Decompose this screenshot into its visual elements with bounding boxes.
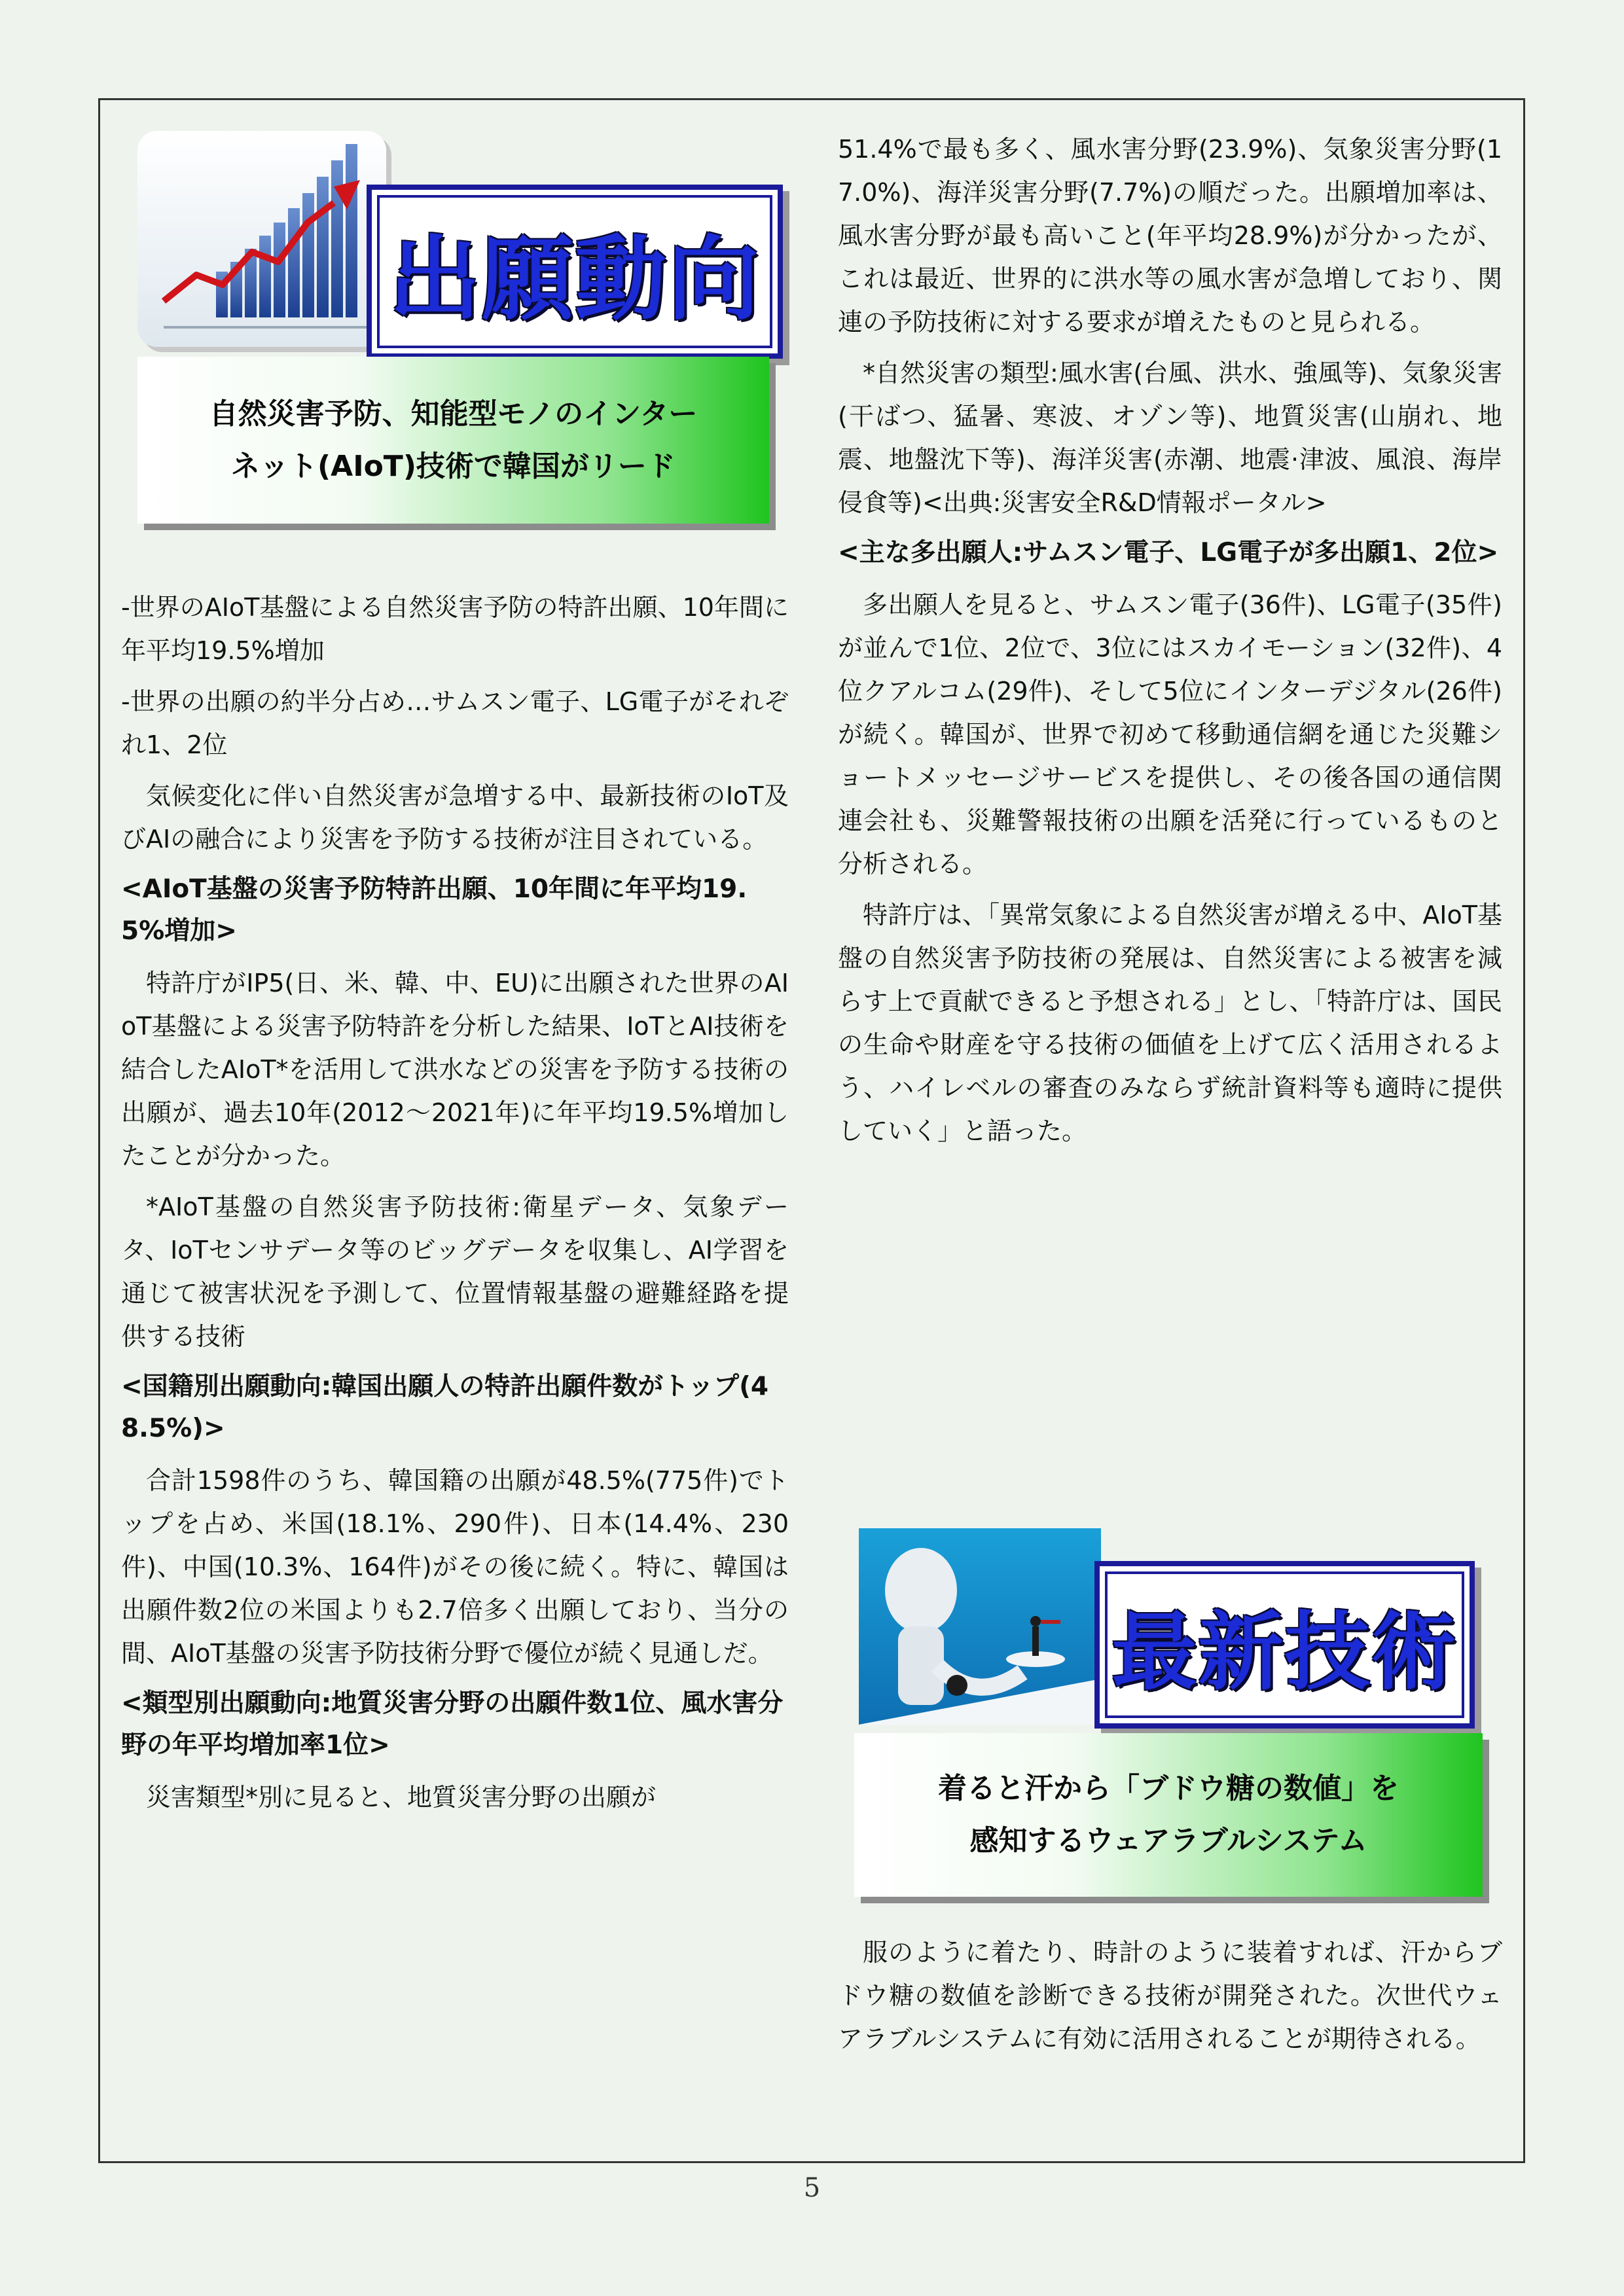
paragraph-top-applicants: 多出願人を見ると、サムスン電子(36件)、LG電子(35件)が並んで1位、2位で、3位にはスカイモーション(32件)、4位クアルコム(29件)、そして5位にインターデジタル(26件)が続く。韓国が、世界で初めて移動通信網を通じた災難ショートメッセージサービスを提供し、その後各国の通信関連会社も、災難警報技術の出願を活発に行っているものと分析される。 [838, 590, 1502, 878]
paragraph-kipo-statement: 特許庁は、「異常気象による自然災害が増える中、AIoT基盤の自然災害予防技術の発展は、自然災害による被害を減らす上で貢献できると予想される」とし、「特許庁は、国民の生命や財産を守る技術の価値を上げて広く活用されるよう、ハイレベルの審査のみならず統計資料等も適時に提供していく」と語った。 [838, 901, 1502, 1145]
headline-line-1: 自然災害予防、知能型モノのインター [209, 397, 698, 431]
page-number: 5 [803, 2173, 821, 2203]
headline-banner-2 [854, 1733, 1483, 1897]
section-title: 出願動向 [388, 226, 761, 333]
subheading-annual-growth: <AIoT基盤の災害予防特許出願、10年間に年平均19.5%増加> [121, 874, 748, 946]
headline-line-2: ネット(AIoT)技術で韓国がリード [231, 449, 676, 483]
paragraph-nationality: 合計1598件のうち、韓国籍の出願が48.5%(775件)でトップを占め、米国(18.1%、290件)、日本(14.4%、230件)、中国(10.3%、164件)がその後に続く。特に、韓国は出願件数2位の米国よりも2.7倍多く出願しており、当分の間、AIoT基盤の災害予防技術分野で優位が続く見通しだ。 [121, 1466, 789, 1668]
intro-paragraph: 気候変化に伴い自然災害が急増する中、最新技術のIoT及びAIの融合により災害を予防する技術が注目されている。 [121, 781, 789, 853]
subheading-top-applicants: <主な多出願人:サムスン電子、LG電子が多出願1、2位> [838, 538, 1499, 567]
robot-image [859, 1528, 1101, 1725]
right-column [838, 128, 1502, 1160]
growth-chart-image [137, 131, 386, 347]
paragraph-analysis: 特許庁がIP5(日、米、韓、中、EU)に出願された世界のAIoT基盤による災害予防特許を分析した結果、IoTとAI技術を結合したAIoT*を活用して洪水などの災害を予防する技術の出願が、過去10年(2012～2021年)に年平均19.5%増加したことが分かった。 [121, 969, 789, 1170]
right-column-bottom [838, 1931, 1502, 2068]
paragraph-by-type-cont: 51.4%で最も多く、風水害分野(23.9%)、気象災害分野(17.0%)、海洋災害分野(7.7%)の順だった。出願増加率は、風水害分野が最も高いこと(年平均28.9%)が分かったが、これは最近、世界的に洪水等の風水害が急増しており、関連の予防技術に対する要求が増えたものと見られる。 [838, 135, 1502, 336]
section-title-box-2 [1094, 1561, 1475, 1729]
paragraph-by-type-start: 災害類型*別に見ると、地質災害分野の出願が [146, 1783, 657, 1812]
left-column [121, 586, 789, 1827]
paragraph-wearable: 服のように着たり、時計のように装着すれば、汗からブドウ糖の数値を診断できる技術が開発された。次世代ウェアラブルシステムに有効に活用されることが期待される。 [838, 1938, 1502, 2053]
robot-hand-icon [859, 1528, 1101, 1725]
bar-chart-arrow-icon [137, 131, 386, 347]
headline-2-line-1: 着ると汗から「ブドウ糖の数値」を [938, 1772, 1399, 1805]
headline-2-line-2: 感知するウェアラブルシステム [969, 1824, 1367, 1857]
section-title-2: 最新技術 [1111, 1602, 1458, 1702]
summary-bullet-2: -世界の出願の約半分占め…サムスン電子、LG電子がそれぞれ1、2位 [121, 687, 789, 759]
footnote-disaster-types: *自然災害の類型:風水害(台風、洪水、強風等)、気象災害(干ばつ、猛暑、寒波、オゾン等)、地質災害(山崩れ、地震、地盤沈下等)、海洋災害(赤潮、地震·津波、風浪、海岸侵食等)<出典:災害安全R&D情報ポータル> [838, 359, 1502, 517]
summary-bullet-1: -世界のAIoT基盤による自然災害予防の特許出願、10年間に年平均19.5%増加 [121, 593, 789, 665]
section-title-box [367, 185, 783, 359]
subheading-by-type: <類型別出願動向:地質災害分野の出願件数1位、風水害分野の年平均増加率1位> [121, 1689, 784, 1760]
headline-banner [137, 357, 769, 524]
subheading-by-nationality: <国籍別出願動向:韓国出願人の特許出願件数がトップ(48.5%)> [121, 1372, 769, 1443]
footnote-aiot: *AIoT基盤の自然災害予防技術:衛星データ、気象データ、IoTセンサデータ等のビッグデータを収集し、AI学習を通じて被害状況を予測して、位置情報基盤の避難経路を提供する技術 [121, 1193, 789, 1351]
